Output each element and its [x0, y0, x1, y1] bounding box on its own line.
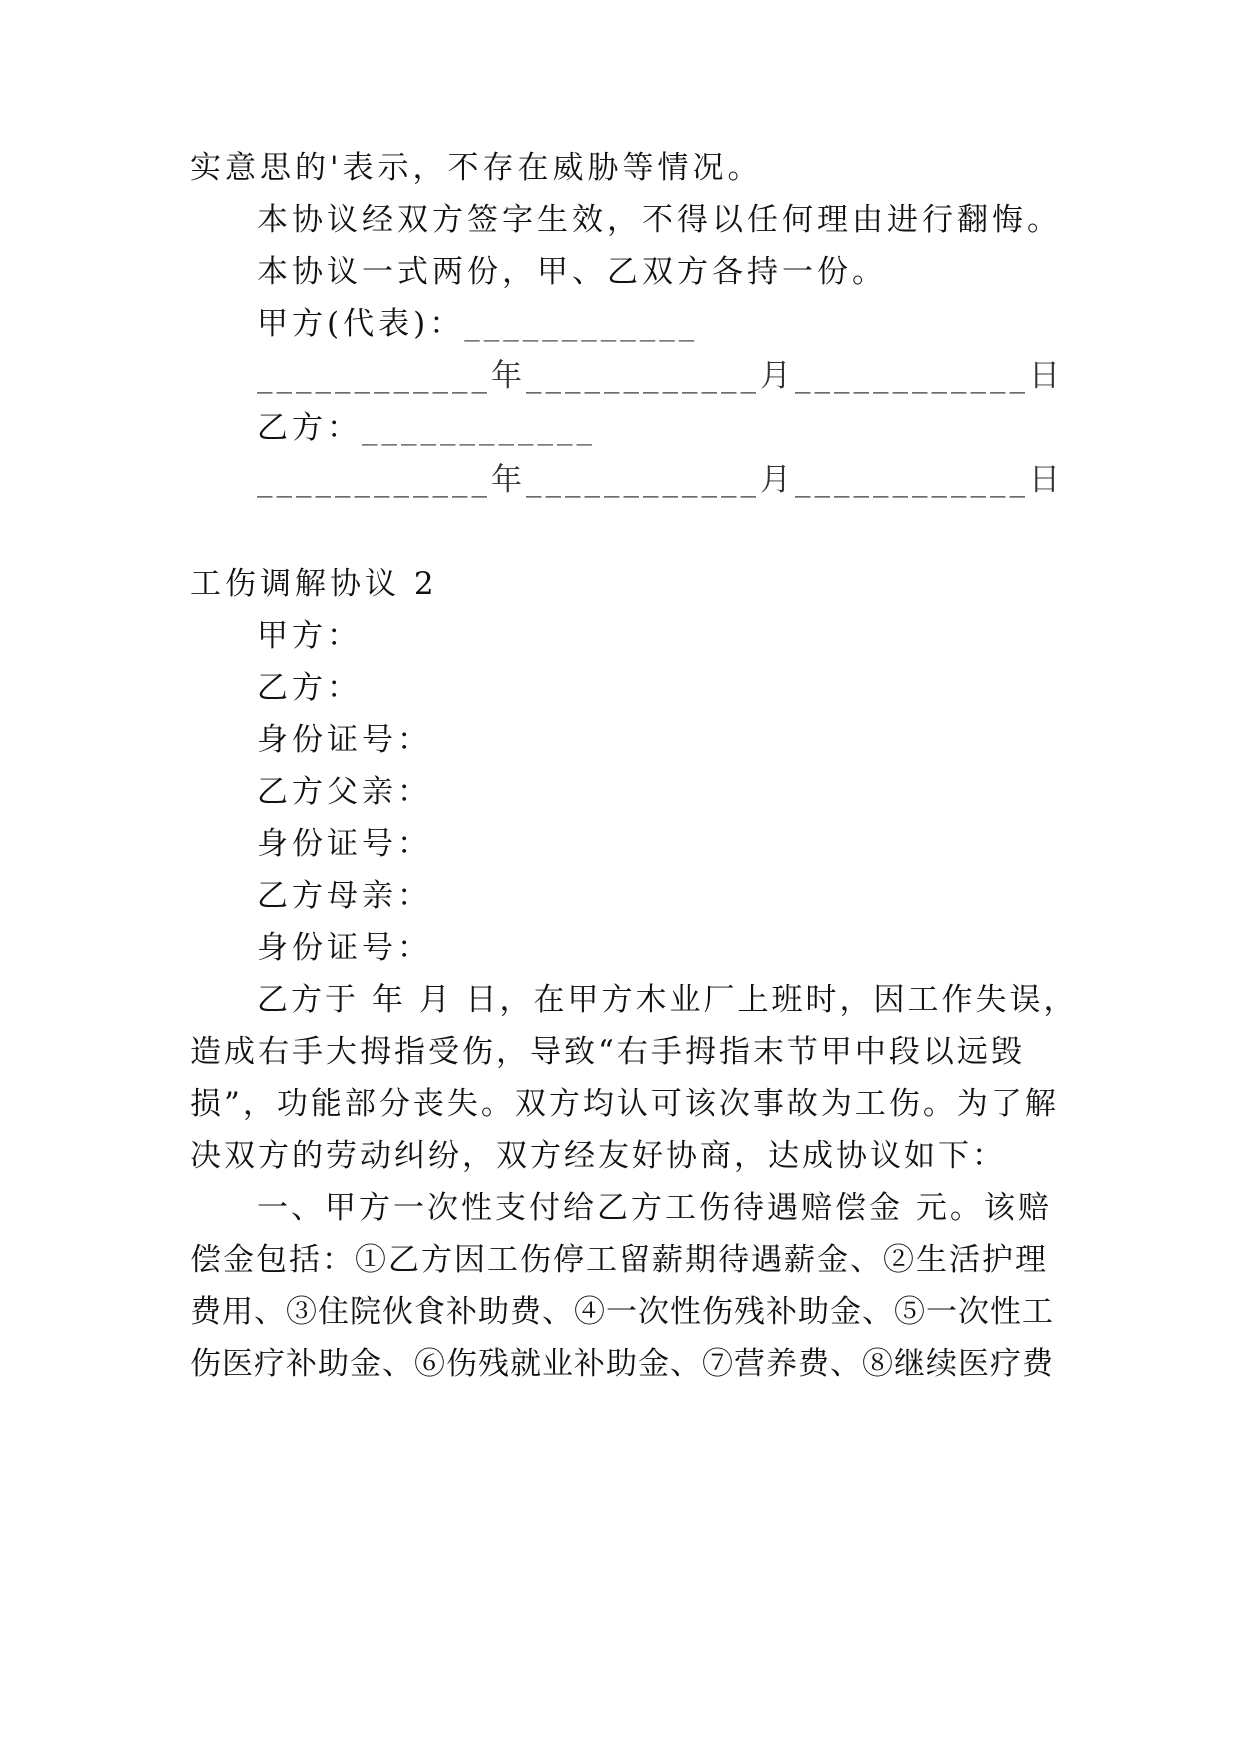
paragraph-line: 费用、③住院伙食补助费、④一次性伤残补助金、⑤一次性工 [190, 1294, 1054, 1330]
field-label: 身份证号： [257, 722, 432, 758]
paragraph-line: 乙方于 年 月 日，在甲方木业厂上班时，因工作失误， [257, 982, 1078, 1018]
party-a-signature-line [257, 304, 698, 344]
field-label: 甲方： [257, 618, 362, 654]
field-label: 乙方父亲： [257, 774, 432, 810]
date-line: ____________年____________月____________日 [257, 462, 1064, 498]
paragraph-line: 损”，功能部分丧失。双方均认可该次事故为工伤。为了解 [190, 1086, 1059, 1122]
party-b-signature-line [257, 408, 596, 448]
paragraph-line: 伤医疗补助金、⑥伤残就业补助金、⑦营养费、⑧继续医疗费 [190, 1346, 1054, 1382]
section-title: 工伤调解协议 2 [190, 566, 438, 602]
field-label: 乙方母亲： [257, 878, 432, 914]
text-line: 实意思的'表示，不存在威胁等情况。 [190, 150, 763, 186]
text-line: 本协议经双方签字生效，不得以任何理由进行翻悔。 [257, 202, 1062, 238]
paragraph-line: 偿金包括：①乙方因工伤停工留薪期待遇薪金、②生活护理 [190, 1242, 1048, 1278]
party-b-label: 乙方： [257, 410, 362, 446]
date-line: ____________年____________月____________日 [257, 358, 1064, 394]
paragraph-line: 一、甲方一次性支付给乙方工伤待遇赔偿金 元。该赔 [257, 1190, 1052, 1226]
text-line: 本协议一式两份，甲、乙双方各持一份。 [257, 254, 887, 290]
paragraph-line: 决双方的劳动纠纷，双方经友好协商，达成协议如下： [190, 1138, 1006, 1174]
party-a-label: 甲方(代表)： [257, 306, 465, 342]
party-a-blank: ____________ [464, 306, 699, 342]
field-label: 身份证号： [257, 826, 432, 862]
field-label: 身份证号： [257, 930, 432, 966]
paragraph-line: 造成右手大拇指受伤，导致“右手拇指末节甲中段以远毁 [190, 1034, 1025, 1070]
party-b-blank: ____________ [362, 410, 596, 446]
field-label: 乙方： [257, 670, 362, 706]
